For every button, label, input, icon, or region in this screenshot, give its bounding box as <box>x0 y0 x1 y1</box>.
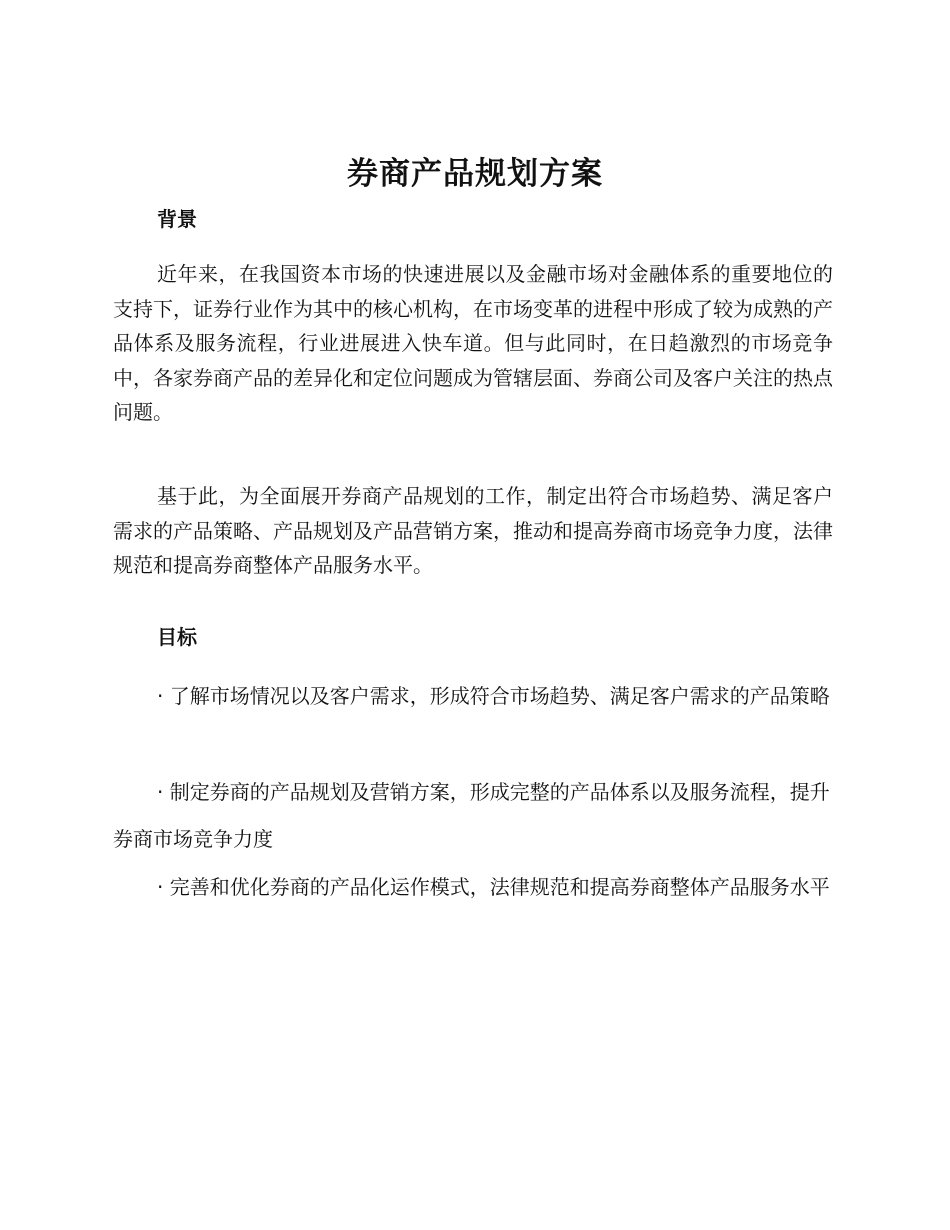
background-paragraph-2: 基于此，为全面展开券商产品规划的工作，制定出符合市场趋势、满足客户需求的产品策略、产品规划及产品营销方案，推动和提高券商市场竞争力度，法律规范和提高券商整体产品服务水平。 <box>113 484 833 577</box>
goal-item-3: · 完善和优化券商的产品化运作模式，法律规范和提高券商整体产品服务水平 <box>157 875 830 899</box>
document-title: 券商产品规划方案 <box>347 156 603 192</box>
background-paragraph-1: 近年来，在我国资本市场的快速进展以及金融市场对金融体系的重要地位的支持下，证券行业作为其中的核心机构，在市场变革的进程中形成了较为成熟的产品体系及服务流程，行业进展进入快车道。但与此同时，在日趋激烈的市场竞争中，各家券商产品的差异化和定位问题成为管辖层面、券商公司及客户关注的热点问题。 <box>113 262 833 424</box>
section-heading-background: 背景 <box>157 207 197 231</box>
goal-item-1: · 了解市场情况以及客户需求，形成符合市场趋势、满足客户需求的产品策略 <box>157 684 830 708</box>
goal-item-2: · 制定券商的产品规划及营销方案，形成完整的产品体系以及服务流程，提升券商市场竞争力度 <box>113 780 830 851</box>
section-heading-goals: 目标 <box>157 625 197 649</box>
